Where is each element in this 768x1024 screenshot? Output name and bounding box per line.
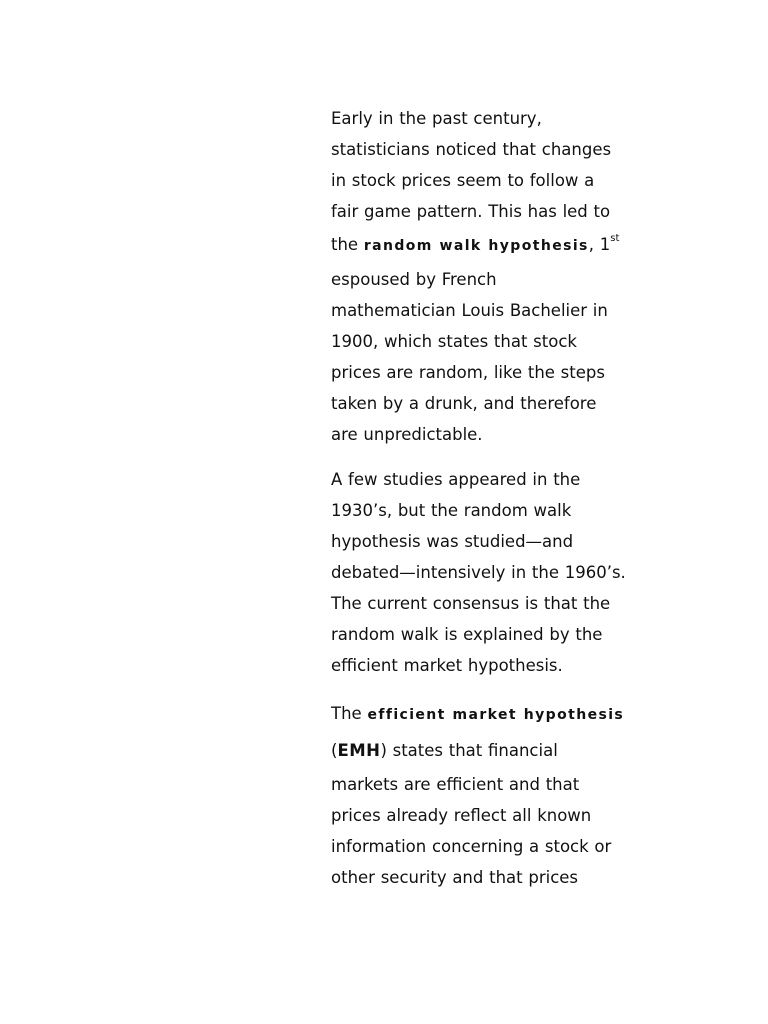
text-line: prices already reflect all known (331, 806, 592, 825)
paragraph-emh (331, 696, 651, 893)
text-line: The current consensus is that the (331, 594, 611, 613)
paragraph-random-walk (331, 103, 651, 450)
text-line (331, 696, 651, 733)
term-efficient-market-hypothesis: efficient market hypothesis (367, 707, 625, 723)
text-fragment: ( (331, 741, 338, 760)
text-line: Early in the past century, (331, 109, 542, 128)
text-fragment: The (331, 704, 368, 723)
ordinal-superscript: st (610, 233, 620, 244)
text-line: debated—intensively in the 1960’s. (331, 563, 626, 582)
text-line: taken by a drunk, and therefore (331, 394, 597, 413)
text-line: efficient market hypothesis. (331, 656, 563, 675)
text-line: 1900, which states that stock (331, 332, 577, 351)
text-line: fair game pattern. This has led to (331, 202, 611, 221)
text-line: other security and that prices (331, 868, 579, 887)
text-line: prices are random, like the steps (331, 363, 605, 382)
term-emh: EMH (337, 741, 381, 760)
text-line: in stock prices seem to follow a (331, 171, 595, 190)
text-line: A few studies appeared in the (331, 470, 581, 489)
text-line: statisticians noticed that changes (331, 140, 612, 159)
text-column (331, 103, 651, 893)
text-line: 1930’s, but the random walk (331, 501, 572, 520)
term-random-walk-hypothesis: random walk hypothesis (363, 238, 589, 254)
text-line: information concerning a stock or (331, 837, 612, 856)
paragraph-history (331, 464, 651, 681)
text-line (331, 227, 651, 264)
text-line (331, 733, 651, 769)
text-line: markets are efficient and that (331, 775, 580, 794)
text-line: random walk is explained by the (331, 625, 603, 644)
text-line: mathematician Louis Bachelier in (331, 301, 608, 320)
text-fragment: , 1 (588, 235, 611, 254)
text-line: hypothesis was studied—and (331, 532, 574, 551)
text-fragment: the (331, 235, 364, 254)
text-line: are unpredictable. (331, 425, 483, 444)
text-fragment: ) states that financial (380, 741, 558, 760)
text-line: espoused by French (331, 270, 497, 289)
